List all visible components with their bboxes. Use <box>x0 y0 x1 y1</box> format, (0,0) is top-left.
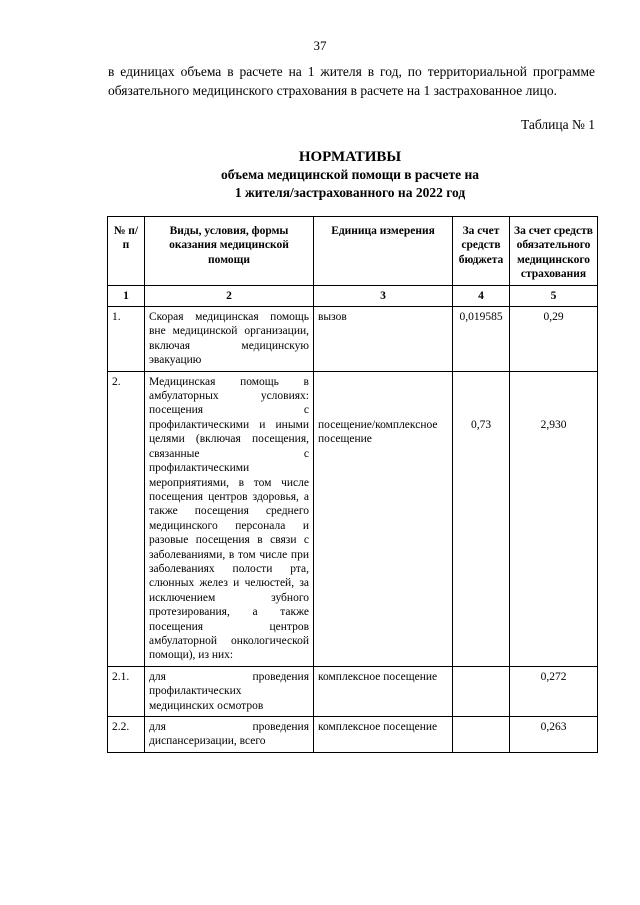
column-number: 3 <box>314 285 453 306</box>
row-budget <box>453 666 510 716</box>
oms-spacer <box>514 375 593 418</box>
row-unit: комплексное посещение <box>314 666 453 716</box>
table-header-row <box>108 217 598 286</box>
row-unit: вызов <box>314 307 453 372</box>
column-number: 4 <box>453 285 510 306</box>
row-num: 2.2. <box>108 717 145 753</box>
row-oms: 0,263 <box>510 717 598 753</box>
row-unit: комплексное посещение <box>314 717 453 753</box>
header-type: Виды, условия, формы оказания медицинской помощи <box>145 217 314 286</box>
header-num: № п/п <box>108 217 145 286</box>
row-type: для проведения диспансеризации, всего <box>145 717 314 753</box>
row-oms: 0,272 <box>510 666 598 716</box>
table-row <box>108 666 598 716</box>
row-num: 2.1. <box>108 666 145 716</box>
table-row <box>108 371 598 666</box>
row-type: для проведения профилактических медицинских осмотров <box>145 666 314 716</box>
page-number: 37 <box>313 38 327 53</box>
row-type: Медицинская помощь в амбулаторных условиях: посещения с профилактическими и иными целями (включая посещения, связанные с профилактическими мероприятиями, в том числе посещения центров здоровья, а также посещения среднего медицинского персонала и разовые посещения в связи с заболеваниями, в том числе при заболеваниях полости рта, слюнных желез и челюстей, за исключением зубного протезирования, а также посещения центров амбулаторной онкологической помощи), из них: <box>145 371 314 666</box>
row-unit: посещение/комплексное посещение <box>318 418 438 446</box>
table-row <box>108 307 598 372</box>
title-subtitle-line-1: объема медицинской помощи в расчете на <box>220 167 480 182</box>
row-budget: 0,019585 <box>453 307 510 372</box>
row-oms: 0,29 <box>510 307 598 372</box>
row-budget <box>453 717 510 753</box>
header-budget: За счет средств бюджета <box>453 217 510 286</box>
column-number-row <box>108 285 598 306</box>
intro-paragraph: в единицах объема в расчете на 1 жителя в год, по территориальной программе обязательного медицинского страхования в расчете на 1 застрахованное лицо. <box>108 64 595 98</box>
title-subtitle-line-2: 1 жителя/застрахованного на 2022 год <box>234 185 466 200</box>
row-type: Скорая медицинская помощь вне медицинской организации, включая медицинскую эвакуацию <box>145 307 314 372</box>
header-oms: За счет средств обязательного медицинского страхования <box>510 217 598 286</box>
unit-spacer <box>318 375 448 418</box>
row-budget: 0,73 <box>470 418 492 431</box>
header-unit: Единица измерения <box>314 217 453 286</box>
table-row <box>108 717 598 753</box>
row-num: 2. <box>108 371 145 666</box>
column-number: 1 <box>108 285 145 306</box>
column-number: 2 <box>145 285 314 306</box>
column-number: 5 <box>510 285 598 306</box>
norms-table <box>107 216 598 753</box>
row-oms-cell <box>510 371 598 666</box>
title-main: НОРМАТИВЫ <box>298 149 402 165</box>
table-label: Таблица № 1 <box>521 117 595 132</box>
budget-spacer <box>457 375 505 418</box>
title-block <box>150 148 550 202</box>
row-budget-cell <box>453 371 510 666</box>
row-unit-cell <box>314 371 453 666</box>
row-num: 1. <box>108 307 145 372</box>
row-oms: 2,930 <box>540 418 567 431</box>
